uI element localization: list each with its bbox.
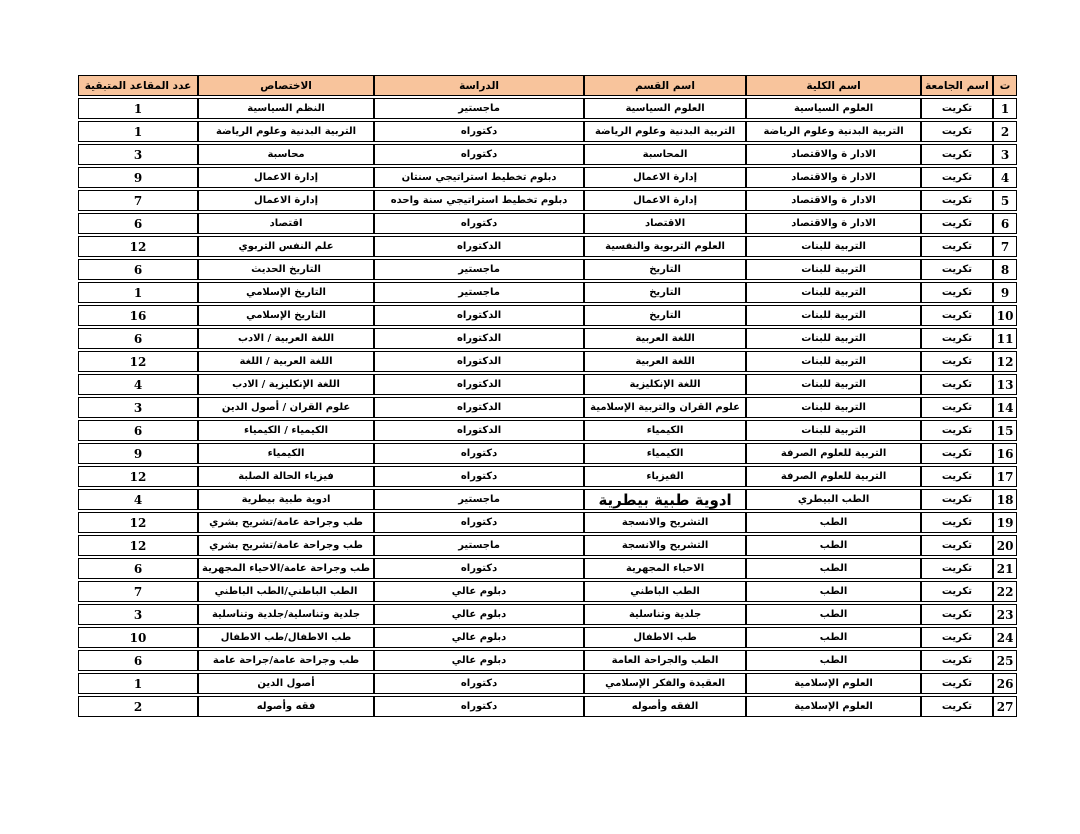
cell-seats: 4 — [78, 489, 198, 510]
table-row — [78, 190, 1017, 211]
cell-specialization: طب وجراحة عامة/الاحياء المجهرية — [198, 558, 374, 579]
header-cell-university: اسم الجامعة — [921, 75, 993, 96]
table-row — [78, 351, 1017, 372]
cell-specialization: اللغة العربية / اللغة — [198, 351, 374, 372]
cell-university: تكريت — [921, 604, 993, 625]
cell-university: تكريت — [921, 98, 993, 119]
cell-specialization: التاريخ الإسلامي — [198, 305, 374, 326]
cell-department: الكيمياء — [584, 420, 746, 441]
cell-study: ماجستير — [374, 98, 584, 119]
cell-department: المحاسبة — [584, 144, 746, 165]
cell-seats: 3 — [78, 397, 198, 418]
table-row — [78, 489, 1017, 510]
cell-study: دكتوراه — [374, 443, 584, 464]
cell-department: اللغة الإنكليزية — [584, 374, 746, 395]
cell-university: تكريت — [921, 190, 993, 211]
cell-seats: 1 — [78, 282, 198, 303]
cell-index: 26 — [993, 673, 1018, 694]
cell-university: تكريت — [921, 535, 993, 556]
cell-seats: 3 — [78, 604, 198, 625]
cell-university: تكريت — [921, 236, 993, 257]
cell-university: تكريت — [921, 374, 993, 395]
cell-study: الدكتوراه — [374, 397, 584, 418]
cell-college: التربية للبنات — [746, 236, 921, 257]
cell-university: تكريت — [921, 650, 993, 671]
cell-seats: 1 — [78, 98, 198, 119]
cell-college: التربية البدنية وعلوم الرياضة — [746, 121, 921, 142]
cell-university: تكريت — [921, 673, 993, 694]
cell-seats: 6 — [78, 259, 198, 280]
cell-department: الفقه وأصوله — [584, 696, 746, 717]
cell-study: دكتوراه — [374, 512, 584, 533]
cell-index: 14 — [993, 397, 1018, 418]
cell-college: الطب — [746, 604, 921, 625]
cell-study: دكتوراه — [374, 696, 584, 717]
cell-department: التاريخ — [584, 305, 746, 326]
cell-college: الادار ة والاقتصاد — [746, 167, 921, 188]
cell-department: اللغة العربية — [584, 328, 746, 349]
cell-index: 12 — [993, 351, 1018, 372]
cell-seats: 12 — [78, 466, 198, 487]
table-row — [78, 650, 1017, 671]
cell-index: 5 — [993, 190, 1018, 211]
cell-department: العلوم التربوية والنفسية — [584, 236, 746, 257]
cell-department: علوم القران والتربية الإسلامية — [584, 397, 746, 418]
cell-university: تكريت — [921, 144, 993, 165]
cell-seats: 6 — [78, 213, 198, 234]
cell-specialization: الكيمياء / الكيمياء — [198, 420, 374, 441]
cell-college: الطب — [746, 535, 921, 556]
cell-seats: 6 — [78, 650, 198, 671]
cell-college: التربية للبنات — [746, 397, 921, 418]
cell-study: دكتوراه — [374, 213, 584, 234]
cell-specialization: النظم السياسية — [198, 98, 374, 119]
header-cell-college: اسم الكلية — [746, 75, 921, 96]
table-row — [78, 144, 1017, 165]
cell-college: التربية للعلوم الصرفة — [746, 466, 921, 487]
cell-index: 13 — [993, 374, 1018, 395]
cell-specialization: علوم القران / أصول الدين — [198, 397, 374, 418]
cell-study: دكتوراه — [374, 673, 584, 694]
cell-specialization: الكيمياء — [198, 443, 374, 464]
cell-department: جلدية وتناسلية — [584, 604, 746, 625]
cell-college: الطب البيطري — [746, 489, 921, 510]
cell-seats: 10 — [78, 627, 198, 648]
cell-seats: 9 — [78, 167, 198, 188]
cell-study: دبلوم تخطيط استراتيجي سنة واحده — [374, 190, 584, 211]
table-row — [78, 673, 1017, 694]
document-page — [78, 73, 1017, 719]
remaining-seats-table — [78, 73, 1017, 719]
cell-university: تكريت — [921, 420, 993, 441]
cell-department: العقيدة والفكر الإسلامي — [584, 673, 746, 694]
cell-study: دبلوم تخطيط استراتيجي سنتان — [374, 167, 584, 188]
cell-study: ماجستير — [374, 489, 584, 510]
cell-specialization: اللغة العربية / الادب — [198, 328, 374, 349]
cell-index: 24 — [993, 627, 1018, 648]
cell-study: الدكتوراه — [374, 236, 584, 257]
cell-department: الاحياء المجهرية — [584, 558, 746, 579]
table-row — [78, 213, 1017, 234]
cell-index: 8 — [993, 259, 1018, 280]
cell-study: ماجستير — [374, 259, 584, 280]
cell-index: 18 — [993, 489, 1018, 510]
cell-study: ماجستير — [374, 535, 584, 556]
cell-department: العلوم السياسية — [584, 98, 746, 119]
cell-seats: 1 — [78, 121, 198, 142]
cell-study: دبلوم عالي — [374, 650, 584, 671]
cell-specialization: التربية البدنية وعلوم الرياضة — [198, 121, 374, 142]
cell-seats: 12 — [78, 236, 198, 257]
cell-university: تكريت — [921, 282, 993, 303]
cell-specialization: طب وجراحة عامة/جراحة عامة — [198, 650, 374, 671]
header-cell-specialization: الاختصاص — [198, 75, 374, 96]
table-row — [78, 604, 1017, 625]
cell-seats: 4 — [78, 374, 198, 395]
cell-index: 19 — [993, 512, 1018, 533]
header-cell-seats: عدد المقاعد المتبقية — [78, 75, 198, 96]
table-row — [78, 512, 1017, 533]
cell-university: تكريت — [921, 512, 993, 533]
cell-college: التربية للبنات — [746, 374, 921, 395]
cell-index: 1 — [993, 98, 1018, 119]
cell-department: طب الاطفال — [584, 627, 746, 648]
table-row — [78, 558, 1017, 579]
cell-specialization: اقتصاد — [198, 213, 374, 234]
cell-college: التربية للبنات — [746, 282, 921, 303]
cell-index: 20 — [993, 535, 1018, 556]
cell-seats: 6 — [78, 328, 198, 349]
table-row — [78, 696, 1017, 717]
table-row — [78, 167, 1017, 188]
cell-specialization: التاريخ الحديث — [198, 259, 374, 280]
cell-college: الطب — [746, 627, 921, 648]
cell-index: 3 — [993, 144, 1018, 165]
cell-college: التربية للبنات — [746, 351, 921, 372]
cell-specialization: طب وجراحة عامة/تشريح بشري — [198, 535, 374, 556]
table-row — [78, 328, 1017, 349]
cell-index: 25 — [993, 650, 1018, 671]
header-cell-department: اسم القسم — [584, 75, 746, 96]
table-row — [78, 236, 1017, 257]
cell-university: تكريت — [921, 328, 993, 349]
cell-seats: 16 — [78, 305, 198, 326]
cell-index: 21 — [993, 558, 1018, 579]
cell-specialization: طب الاطفال/طب الاطفال — [198, 627, 374, 648]
table-row — [78, 259, 1017, 280]
cell-seats: 1 — [78, 673, 198, 694]
cell-university: تكريت — [921, 259, 993, 280]
cell-specialization: إدارة الاعمال — [198, 167, 374, 188]
cell-index: 15 — [993, 420, 1018, 441]
cell-department: الفيزياء — [584, 466, 746, 487]
cell-study: دبلوم عالي — [374, 627, 584, 648]
cell-university: تكريت — [921, 696, 993, 717]
table-row — [78, 443, 1017, 464]
cell-college: العلوم الإسلامية — [746, 673, 921, 694]
cell-department: الكيمياء — [584, 443, 746, 464]
cell-department: الطب والجراحة العامة — [584, 650, 746, 671]
cell-specialization: التاريخ الإسلامي — [198, 282, 374, 303]
cell-college: العلوم الإسلامية — [746, 696, 921, 717]
header-row — [78, 75, 1017, 96]
cell-university: تكريت — [921, 581, 993, 602]
cell-index: 16 — [993, 443, 1018, 464]
cell-study: الدكتوراه — [374, 305, 584, 326]
cell-college: الادار ة والاقتصاد — [746, 144, 921, 165]
cell-university: تكريت — [921, 351, 993, 372]
cell-college: الطب — [746, 558, 921, 579]
cell-study: الدكتوراه — [374, 328, 584, 349]
cell-department: الطب الباطني — [584, 581, 746, 602]
cell-specialization: إدارة الاعمال — [198, 190, 374, 211]
table-row — [78, 420, 1017, 441]
cell-specialization: فقه وأصوله — [198, 696, 374, 717]
cell-college: التربية للبنات — [746, 259, 921, 280]
cell-study: دبلوم عالي — [374, 581, 584, 602]
cell-specialization: أصول الدين — [198, 673, 374, 694]
cell-college: الطب — [746, 650, 921, 671]
cell-index: 17 — [993, 466, 1018, 487]
cell-seats: 12 — [78, 535, 198, 556]
cell-seats: 6 — [78, 558, 198, 579]
cell-study: دبلوم عالي — [374, 604, 584, 625]
cell-seats: 12 — [78, 351, 198, 372]
cell-department: التاريخ — [584, 282, 746, 303]
cell-college: الطب — [746, 581, 921, 602]
cell-study: دكتوراه — [374, 466, 584, 487]
table-row — [78, 397, 1017, 418]
cell-college: التربية للبنات — [746, 328, 921, 349]
cell-study: دكتوراه — [374, 121, 584, 142]
cell-department: التشريح والانسجة — [584, 512, 746, 533]
cell-department: التربية البدنية وعلوم الرياضة — [584, 121, 746, 142]
cell-department: اللغة العربية — [584, 351, 746, 372]
cell-study: دكتوراه — [374, 144, 584, 165]
cell-university: تكريت — [921, 489, 993, 510]
cell-college: التربية للعلوم الصرفة — [746, 443, 921, 464]
cell-seats: 9 — [78, 443, 198, 464]
cell-seats: 6 — [78, 420, 198, 441]
cell-specialization: طب وجراحة عامة/تشريح بشري — [198, 512, 374, 533]
cell-index: 9 — [993, 282, 1018, 303]
header-cell-index: ت — [993, 75, 1018, 96]
cell-department: التشريح والانسجة — [584, 535, 746, 556]
cell-university: تكريت — [921, 443, 993, 464]
cell-index: 4 — [993, 167, 1018, 188]
cell-study: ماجستير — [374, 282, 584, 303]
cell-university: تكريت — [921, 397, 993, 418]
cell-university: تكريت — [921, 121, 993, 142]
cell-specialization: جلدية وتناسلية/جلدية وتناسلية — [198, 604, 374, 625]
cell-seats: 7 — [78, 190, 198, 211]
cell-university: تكريت — [921, 558, 993, 579]
cell-study: الدكتوراه — [374, 374, 584, 395]
cell-department: الاقتصاد — [584, 213, 746, 234]
table-row — [78, 535, 1017, 556]
table-body — [78, 98, 1017, 717]
table-row — [78, 466, 1017, 487]
cell-seats: 7 — [78, 581, 198, 602]
cell-specialization: فيزياء الحالة الصلبة — [198, 466, 374, 487]
cell-college: التربية للبنات — [746, 305, 921, 326]
cell-university: تكريت — [921, 167, 993, 188]
cell-university: تكريت — [921, 305, 993, 326]
cell-university: تكريت — [921, 466, 993, 487]
cell-seats: 12 — [78, 512, 198, 533]
cell-university: تكريت — [921, 627, 993, 648]
cell-college: الادار ة والاقتصاد — [746, 213, 921, 234]
cell-seats: 2 — [78, 696, 198, 717]
table-row — [78, 374, 1017, 395]
cell-index: 7 — [993, 236, 1018, 257]
cell-college: العلوم السياسية — [746, 98, 921, 119]
cell-college: الادار ة والاقتصاد — [746, 190, 921, 211]
cell-department: إدارة الاعمال — [584, 167, 746, 188]
cell-specialization: اللغة الإنكليزية / الادب — [198, 374, 374, 395]
cell-index: 23 — [993, 604, 1018, 625]
cell-index: 2 — [993, 121, 1018, 142]
table-row — [78, 305, 1017, 326]
cell-seats: 3 — [78, 144, 198, 165]
table-row — [78, 627, 1017, 648]
cell-specialization: ادوية طبية بيطرية — [198, 489, 374, 510]
cell-index: 22 — [993, 581, 1018, 602]
cell-department: التاريخ — [584, 259, 746, 280]
cell-index: 11 — [993, 328, 1018, 349]
cell-index: 6 — [993, 213, 1018, 234]
cell-department: ادوية طبية بيطرية — [584, 489, 746, 510]
table-row — [78, 98, 1017, 119]
cell-study: دكتوراه — [374, 558, 584, 579]
header-cell-study: الدراسة — [374, 75, 584, 96]
cell-specialization: علم النفس التربوي — [198, 236, 374, 257]
table-row — [78, 121, 1017, 142]
cell-specialization: الطب الباطني/الطب الباطني — [198, 581, 374, 602]
cell-college: الطب — [746, 512, 921, 533]
table-row — [78, 581, 1017, 602]
table-row — [78, 282, 1017, 303]
cell-index: 27 — [993, 696, 1018, 717]
cell-university: تكريت — [921, 213, 993, 234]
cell-college: التربية للبنات — [746, 420, 921, 441]
cell-specialization: محاسبة — [198, 144, 374, 165]
cell-department: إدارة الاعمال — [584, 190, 746, 211]
cell-study: الدكتوراه — [374, 420, 584, 441]
cell-study: الدكتوراه — [374, 351, 584, 372]
cell-index: 10 — [993, 305, 1018, 326]
